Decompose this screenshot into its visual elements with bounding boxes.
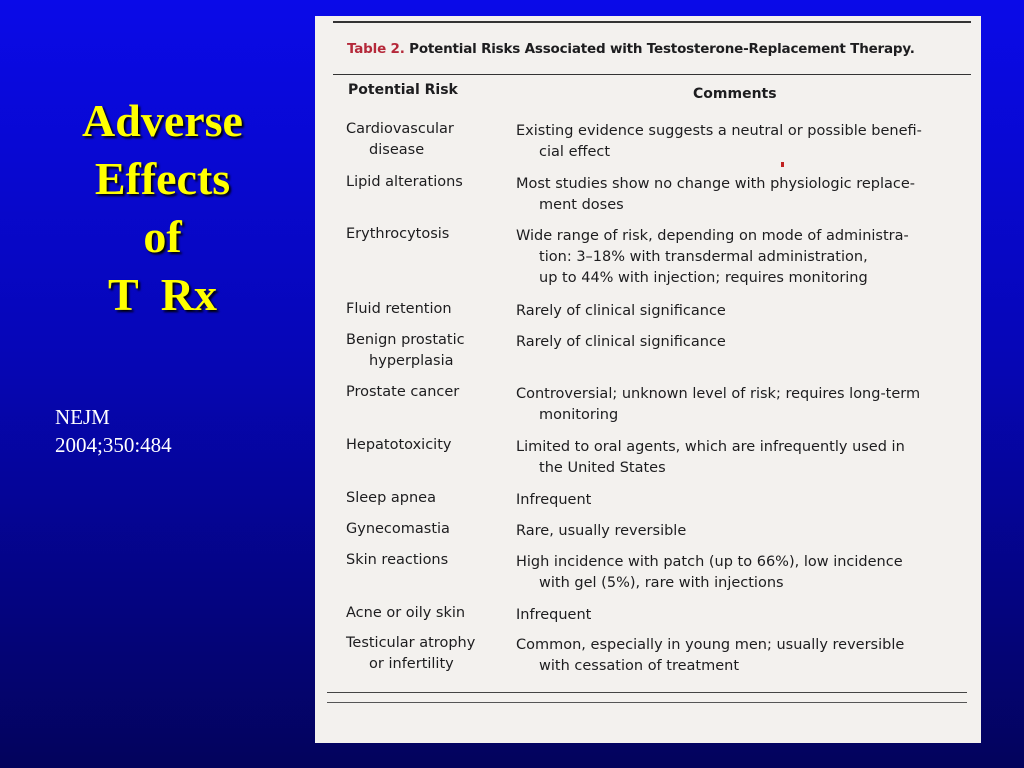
risk-cell: Benign prostatic hyperplasia — [346, 332, 465, 369]
risk-cell: Erythrocytosis — [346, 226, 450, 242]
comment-cell: Limited to oral agents, which are infrequently used in the United States — [516, 439, 905, 476]
header-comments: Comments — [693, 86, 777, 102]
comment-cell: Controversial; unknown level of risk; requires long-term monitoring — [516, 386, 921, 423]
comment-cell: Rarely of clinical significance — [516, 334, 726, 350]
citation-reference: 2004;350:484 — [55, 433, 172, 457]
table-caption — [347, 41, 915, 57]
comment-cell: Wide range of risk, depending on mode of administra- tion: 3–18% with transdermal administration, up to 44% with injection; requires monitoring — [516, 228, 909, 286]
slide-title — [40, 92, 285, 324]
comment-cell: Most studies show no change with physiologic replace- ment doses — [516, 176, 916, 213]
table-label: Table 2. — [347, 41, 405, 57]
caption-rule — [333, 74, 971, 75]
comment-cell: Infrequent — [516, 492, 592, 508]
title-line: Adverse — [82, 95, 243, 146]
comment-cell: Rarely of clinical significance — [516, 303, 726, 319]
scanned-table-image — [315, 16, 981, 743]
title-line: T Rx — [107, 269, 218, 320]
bottom-rule — [327, 692, 967, 693]
citation — [55, 403, 172, 459]
table-caption-text: Potential Risks Associated with Testosterone-Replacement Therapy. — [409, 41, 915, 57]
risk-cell: Sleep apnea — [346, 490, 436, 506]
title-line: Effects — [94, 153, 231, 204]
comment-cell: Common, especially in young men; usually reversible with cessation of treatment — [516, 637, 905, 674]
title-line: of — [143, 211, 182, 262]
risk-cell: Skin reactions — [346, 552, 449, 568]
header-potential-risk: Potential Risk — [348, 82, 458, 98]
comment-cell: Infrequent — [516, 607, 592, 623]
risk-cell: Cardiovascular disease — [346, 121, 454, 158]
citation-journal: NEJM — [55, 405, 110, 429]
risk-cell: Lipid alterations — [346, 174, 463, 190]
risk-cell: Prostate cancer — [346, 384, 460, 400]
comment-cell: Existing evidence suggests a neutral or possible benefi- cial effect — [516, 123, 922, 160]
top-rule — [333, 21, 971, 23]
risk-cell: Testicular atrophy or infertility — [346, 635, 476, 672]
risk-cell: Acne or oily skin — [346, 605, 466, 621]
risk-cell: Gynecomastia — [346, 521, 450, 537]
comment-cell: High incidence with patch (up to 66%), low incidence with gel (5%), rare with injections — [516, 554, 903, 591]
risk-cell: Hepatotoxicity — [346, 437, 452, 453]
comment-cell: Rare, usually reversible — [516, 523, 687, 539]
risk-cell: Fluid retention — [346, 301, 452, 317]
bottom-rule-secondary — [327, 702, 967, 703]
